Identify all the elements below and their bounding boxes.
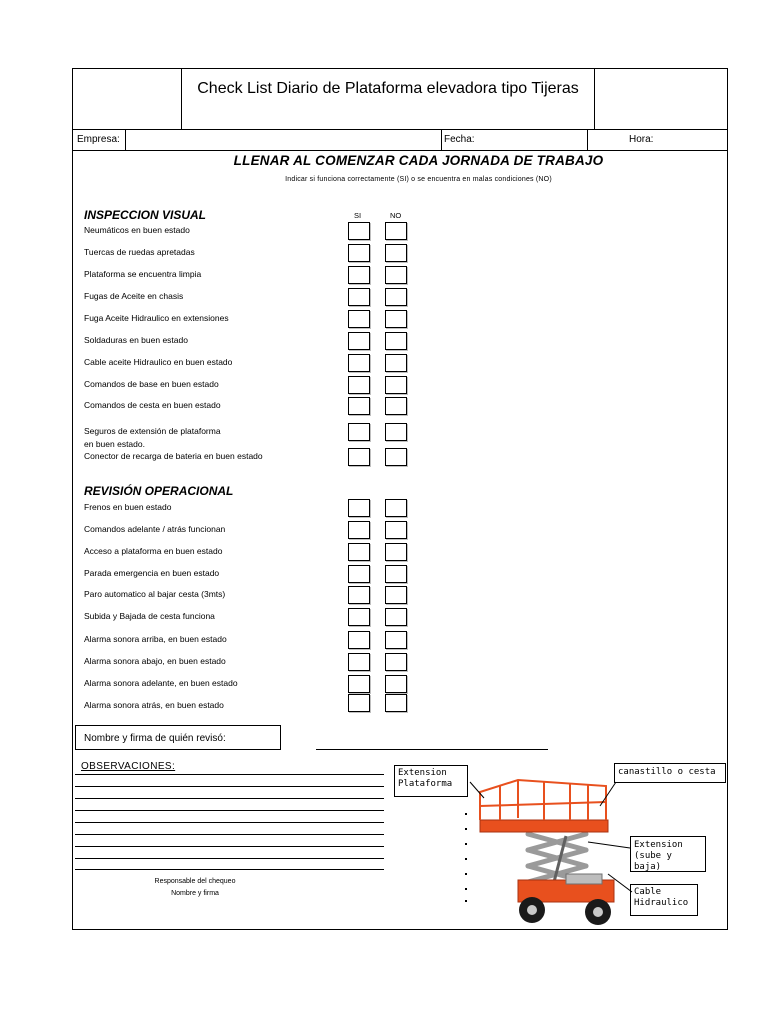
observaciones-line[interactable] bbox=[75, 858, 384, 859]
checkbox-si-tuercas[interactable] bbox=[348, 244, 370, 262]
pointer-extension-sube bbox=[588, 842, 630, 848]
callout-extension-plataforma-line-1: Extension bbox=[398, 768, 447, 778]
empresa-field[interactable] bbox=[127, 131, 439, 148]
item-alarma-arriba: Alarma sonora arriba, en buen estado bbox=[84, 634, 227, 644]
checkbox-no-alarma-adelante[interactable] bbox=[385, 675, 407, 693]
checkbox-si-seguros-extension[interactable] bbox=[348, 423, 370, 441]
signature-line[interactable] bbox=[316, 735, 548, 750]
checkbox-si-acceso-plataforma[interactable] bbox=[348, 543, 370, 561]
pointer-cable bbox=[608, 874, 632, 892]
observaciones-line[interactable] bbox=[75, 822, 384, 823]
checkbox-no-parada-emergencia[interactable] bbox=[385, 565, 407, 583]
checkbox-no-fugas-chasis[interactable] bbox=[385, 288, 407, 306]
checkbox-si-comandos-cesta[interactable] bbox=[348, 397, 370, 415]
responsable-block bbox=[120, 876, 270, 900]
checkbox-si-alarma-abajo[interactable] bbox=[348, 653, 370, 671]
checkbox-si-comandos-base[interactable] bbox=[348, 376, 370, 394]
item-paro-automatico: Paro automatico al bajar cesta (3mts) bbox=[84, 589, 226, 599]
callout-extension-plataforma bbox=[394, 765, 468, 797]
item-soldaduras: Soldaduras en buen estado bbox=[84, 335, 188, 345]
callout-cable-hidraulico bbox=[630, 884, 698, 916]
callout-extension-plataforma-line-2: Plataforma bbox=[398, 779, 453, 789]
column-no: NO bbox=[390, 211, 402, 220]
callout-extension-sube bbox=[630, 836, 706, 872]
checkbox-no-alarma-atras[interactable] bbox=[385, 694, 407, 712]
observaciones-line[interactable] bbox=[75, 774, 384, 775]
checkbox-no-tuercas[interactable] bbox=[385, 244, 407, 262]
item-subida-bajada: Subida y Bajada de cesta funciona bbox=[84, 611, 215, 621]
checkbox-no-plataforma-limpia[interactable] bbox=[385, 266, 407, 284]
section-revision-operacional: REVISIÓN OPERACIONAL bbox=[84, 484, 234, 498]
callout-cable-hidraulico-line-1: Cable bbox=[634, 887, 662, 897]
item-cable-aceite: Cable aceite Hidraulico en buen estado bbox=[84, 357, 233, 367]
checkbox-si-plataforma-limpia[interactable] bbox=[348, 266, 370, 284]
empresa-label: Empresa: bbox=[77, 134, 120, 145]
signature-label: Nombre y firma de quién revisó: bbox=[84, 733, 226, 744]
checkbox-si-alarma-adelante[interactable] bbox=[348, 675, 370, 693]
checkbox-no-soldaduras[interactable] bbox=[385, 332, 407, 350]
header-rule bbox=[73, 129, 727, 130]
checkbox-si-fuga-hidraulico[interactable] bbox=[348, 310, 370, 328]
checkbox-no-alarma-arriba[interactable] bbox=[385, 631, 407, 649]
instructions-text: Indicar si funciona correctamente (SI) o se encuentra en malas condiciones (NO) bbox=[285, 176, 552, 183]
item-seguros-extension: Seguros de extensión de plataforma bbox=[84, 426, 221, 436]
info-divider-1 bbox=[125, 129, 126, 150]
checkbox-no-frenos[interactable] bbox=[385, 499, 407, 517]
callout-cable-hidraulico-line-2: Hidraulico bbox=[634, 898, 689, 908]
pointer-canastillo bbox=[600, 782, 616, 806]
checkbox-si-alarma-atras[interactable] bbox=[348, 694, 370, 712]
item-seguros-extension-cont: en buen estado. bbox=[84, 439, 145, 449]
info-row-rule bbox=[73, 150, 727, 151]
responsable-line-2: Nombre y firma bbox=[171, 890, 219, 897]
item-alarma-atras: Alarma sonora atrás, en buen estado bbox=[84, 700, 224, 710]
checkbox-no-acceso-plataforma[interactable] bbox=[385, 543, 407, 561]
observaciones-line[interactable] bbox=[75, 846, 384, 847]
checkbox-si-fugas-chasis[interactable] bbox=[348, 288, 370, 306]
signature-label-box bbox=[75, 725, 281, 750]
title-divider-right bbox=[594, 69, 595, 129]
instructions-heading: LLENAR AL COMENZAR CADA JORNADA DE TRABAJO bbox=[233, 153, 604, 168]
checkbox-no-fuga-hidraulico[interactable] bbox=[385, 310, 407, 328]
item-comandos-adelante: Comandos adelante / atrás funcionan bbox=[84, 524, 226, 534]
callout-extension-sube-line-2: (sube y baja) bbox=[634, 851, 672, 872]
checkbox-no-comandos-base[interactable] bbox=[385, 376, 407, 394]
item-comandos-base: Comandos de base en buen estado bbox=[84, 379, 219, 389]
callout-extension-sube-line-1: Extension bbox=[634, 840, 683, 850]
checkbox-no-comandos-cesta[interactable] bbox=[385, 397, 407, 415]
item-conector-bateria: Conector de recarga de bateria en buen estado bbox=[84, 451, 263, 461]
checkbox-no-conector-bateria[interactable] bbox=[385, 448, 407, 466]
checkbox-no-seguros-extension[interactable] bbox=[385, 423, 407, 441]
item-comandos-cesta: Comandos de cesta en buen estado bbox=[84, 400, 221, 410]
callout-pointers bbox=[460, 760, 640, 900]
checkbox-no-comandos-adelante[interactable] bbox=[385, 521, 407, 539]
checkbox-no-subida-bajada[interactable] bbox=[385, 608, 407, 626]
item-acceso-plataforma: Acceso a plataforma en buen estado bbox=[84, 546, 223, 556]
item-alarma-adelante: Alarma sonora adelante, en buen estado bbox=[84, 678, 238, 688]
checkbox-si-alarma-arriba[interactable] bbox=[348, 631, 370, 649]
fecha-label: Fecha: bbox=[444, 134, 475, 145]
fecha-field[interactable] bbox=[480, 131, 585, 148]
callout-canastillo: canastillo o cesta bbox=[614, 763, 726, 783]
checkbox-si-conector-bateria[interactable] bbox=[348, 448, 370, 466]
checkbox-si-parada-emergencia[interactable] bbox=[348, 565, 370, 583]
checkbox-si-soldaduras[interactable] bbox=[348, 332, 370, 350]
checkbox-si-subida-bajada[interactable] bbox=[348, 608, 370, 626]
checkbox-si-neumaticos[interactable] bbox=[348, 222, 370, 240]
hora-label: Hora: bbox=[629, 134, 654, 145]
item-tuercas: Tuercas de ruedas apretadas bbox=[84, 247, 195, 257]
responsable-line-1: Responsable del chequeo bbox=[154, 878, 236, 885]
observaciones-line[interactable] bbox=[75, 786, 384, 787]
item-fugas-chasis: Fugas de Aceite en chasis bbox=[84, 291, 184, 301]
checkbox-no-paro-automatico[interactable] bbox=[385, 586, 407, 604]
page-title: Check List Diario de Plataforma elevadora tipo Tijeras bbox=[197, 80, 579, 97]
info-divider-3 bbox=[587, 129, 588, 150]
section-inspeccion-visual: INSPECCION VISUAL bbox=[84, 208, 207, 222]
checkbox-si-comandos-adelante[interactable] bbox=[348, 521, 370, 539]
observaciones-line[interactable] bbox=[75, 834, 384, 835]
checkbox-si-frenos[interactable] bbox=[348, 499, 370, 517]
item-parada-emergencia: Parada emergencia en buen estado bbox=[84, 568, 220, 578]
checkbox-no-neumaticos[interactable] bbox=[385, 222, 407, 240]
checkbox-si-paro-automatico[interactable] bbox=[348, 586, 370, 604]
column-si: SI bbox=[354, 211, 362, 220]
observaciones-line[interactable] bbox=[75, 798, 384, 799]
observaciones-line[interactable] bbox=[75, 869, 384, 870]
title-divider-left bbox=[181, 69, 182, 129]
hora-field[interactable] bbox=[660, 131, 725, 148]
checkbox-no-alarma-abajo[interactable] bbox=[385, 653, 407, 671]
pointer-extension-plataforma bbox=[470, 782, 484, 798]
item-fuga-hidraulico: Fuga Aceite Hidraulico en extensiones bbox=[84, 313, 229, 323]
observaciones-label: OBSERVACIONES: bbox=[81, 761, 176, 772]
checkbox-no-cable-aceite[interactable] bbox=[385, 354, 407, 372]
item-frenos: Frenos en buen estado bbox=[84, 502, 172, 512]
item-alarma-abajo: Alarma sonora abajo, en buen estado bbox=[84, 656, 226, 666]
item-plataforma-limpia: Plataforma se encuentra limpia bbox=[84, 269, 202, 279]
checkbox-si-cable-aceite[interactable] bbox=[348, 354, 370, 372]
observaciones-line[interactable] bbox=[75, 810, 384, 811]
info-divider-2 bbox=[441, 129, 442, 150]
item-neumaticos: Neumáticos en buen estado bbox=[84, 225, 190, 235]
